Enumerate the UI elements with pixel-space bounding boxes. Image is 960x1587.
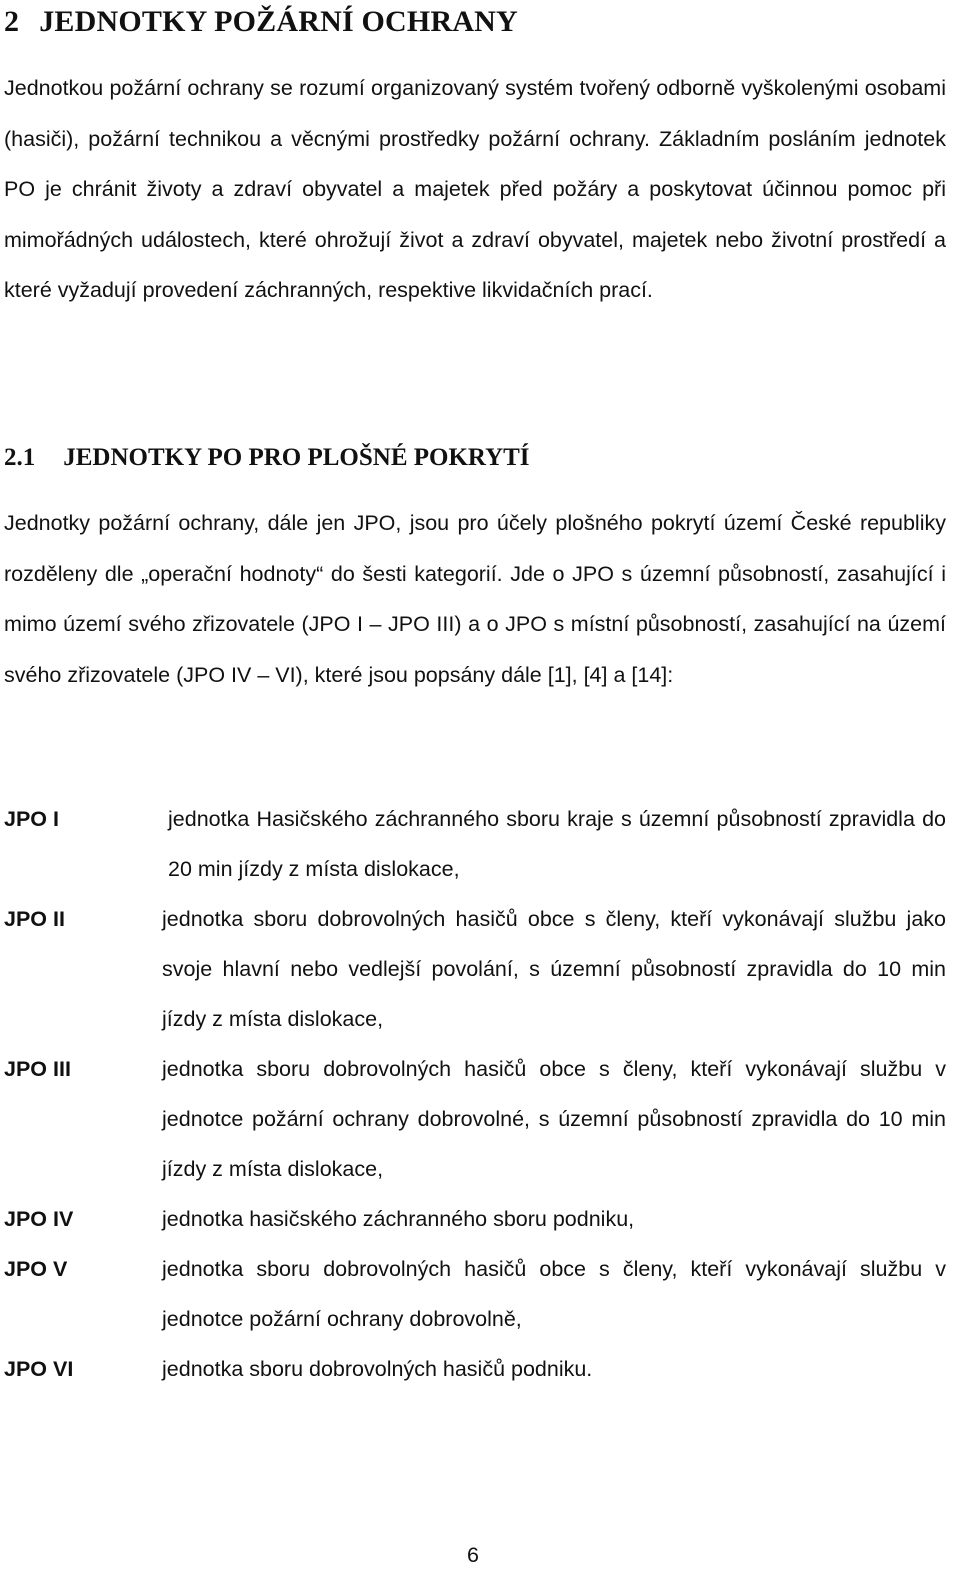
list-item [4, 1044, 946, 1194]
category-description: jednotka hasičského záchranného sboru podniku, [162, 1207, 635, 1231]
category-description: jednotka Hasičského záchranného sboru kraje s územní působností zpravidla do 20 min jízdy z místa dislokace, [168, 807, 946, 881]
category-term: JPO I [4, 807, 59, 831]
chapter-heading [4, 2, 518, 42]
section-paragraph: Jednotky požární ochrany, dále jen JPO, jsou pro účely plošného pokrytí území České republiky rozděleny dle „operační hodnoty“ do šesti kategorií. Jde o JPO s územní působností, zasahující i mimo území svého zřizovatele (JPO I – JPO III) a o JPO s místní působností, zasahující na území svého zřizovatele (JPO IV – VI), které jsou popsány dále [1], [4] a [14]: [4, 511, 946, 687]
list-item [4, 1344, 946, 1394]
section-number: 2.1 [4, 444, 36, 471]
intro-paragraph: Jednotkou požární ochrany se rozumí organizovaný systém tvořený odborně vyškolenými osobami (hasiči), požární technikou a věcnými prostředky požární ochrany. Základním posláním jednotek PO je chránit životy a zdraví obyvatel a majetek před požáry a poskytovat účinnou pomoc při mimořádných událostech, které ohrožují život a zdraví obyvatel, majetek nebo životní prostředí a které vyžadují provedení záchranných, respektive likvidačních prací. [4, 76, 946, 302]
category-term: JPO IV [4, 1207, 74, 1231]
list-item [4, 794, 946, 894]
jpo-category-list [4, 794, 946, 1394]
list-item [4, 1194, 946, 1244]
category-term: JPO III [4, 1057, 71, 1081]
category-description: jednotka sboru dobrovolných hasičů podniku. [162, 1357, 593, 1381]
section-heading [4, 438, 530, 478]
category-term: JPO V [4, 1257, 68, 1281]
list-item [4, 894, 946, 1044]
page-number: 6 [467, 1543, 479, 1567]
category-description: jednotka sboru dobrovolných hasičů obce s členy, kteří vykonávají službu jako svoje hlavní nebo vedlejší povolání, s územní působností zpravidla do 10 min jízdy z místa dislokace, [162, 907, 946, 1031]
chapter-title: JEDNOTKY POŽÁRNÍ OCHRANY [39, 5, 518, 38]
category-description: jednotka sboru dobrovolných hasičů obce s členy, kteří vykonávají službu v jednotce požární ochrany dobrovolně, [162, 1257, 946, 1331]
category-term: JPO VI [4, 1357, 74, 1381]
list-item [4, 1244, 946, 1344]
category-term: JPO II [4, 907, 65, 931]
chapter-number: 2 [4, 5, 20, 38]
section-title: JEDNOTKY PO PRO PLOŠNÉ POKRYTÍ [63, 444, 530, 471]
category-description: jednotka sboru dobrovolných hasičů obce s členy, kteří vykonávají službu v jednotce požární ochrany dobrovolné, s územní působností zpravidla do 10 min jízdy z místa dislokace, [162, 1057, 946, 1181]
